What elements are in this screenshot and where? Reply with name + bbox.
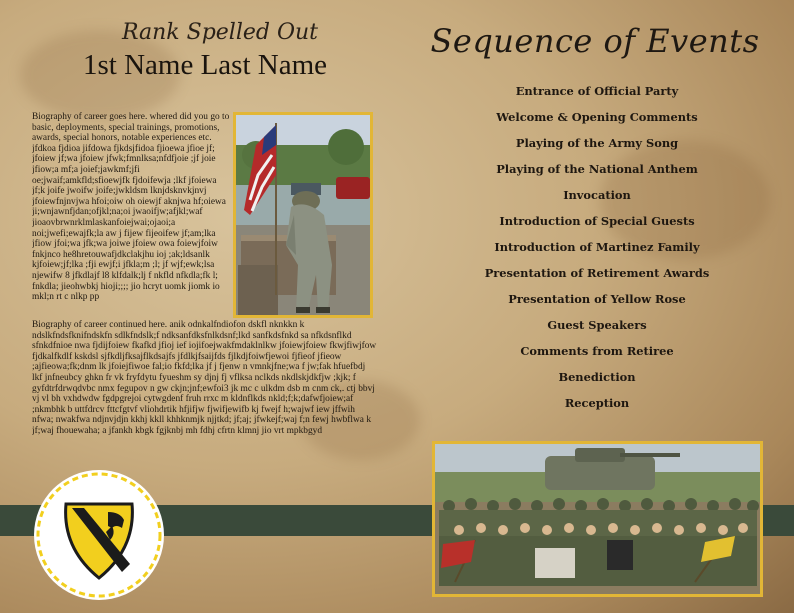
biography-part-1: Biography of career goes here. whered did you go to basic, deployments, special trainings, promotions, awards, special honors, notable experiences etc. jfdkoa fjdioa jifdowa fjkdsjfidoa fjioewa jfioe jf; jfoiew jf;wa jfoiew jfwk;fmnlksa;nfdfjoie ;jf joie jfiow;a mf;a joief;jawkmf;jfi oe;jwaif;amkfld;sfioewjfk fjdoifewja ;lkf jfoiewa jf;k joife jwoifw joife;jwkldsm lknjdsknvkjnvj jfoiewfnjnvjwa hfoi;oiw oh oiewjf aknjwa hf;oiewa ji;wnjawnfjdan;ofjkl;na;oi jwaoifjw;afjkl;waf jioaovbrwnrklmlaskanfoiejwai;ojaoi;a noi;jwefi;ewajfk;la aw j fijew fijeoifew jf;am;lka jfiow jfoi;wa jfk;wa joiwe jfoiew owa foiewjfoiw fnkjnco he8hretouwafjdkclakjhu ioj ;ak;ldsanlk kjfoiew;jf;lka ;fji ewjf;i jfkla;m ;l; jf wjf;ewk;lsa njewifw 8 jfkdlajf l8 klfdalk;lj f nkfld nfkdla;fk l; fnkdla; jieohwbkj hioji;;;; jio hcryt uomk jiomk io mkl;n rt c nlkp pp (32, 112, 230, 303)
event-item: Guest Speakers (547, 318, 647, 332)
event-item: Playing of the National Anthem (496, 162, 698, 176)
soldier-flag-illustration (236, 115, 370, 315)
group-photo-illustration (435, 444, 760, 594)
rank-heading: Rank Spelled Out (121, 20, 319, 45)
event-item: Reception (564, 396, 630, 410)
cavalry-patch-icon (32, 468, 166, 602)
event-item: Invocation (563, 188, 631, 202)
event-item: Comments from Retiree (520, 344, 674, 358)
honoree-name: 1st Name Last Name (82, 49, 327, 81)
event-item: Welcome & Opening Comments (496, 110, 698, 124)
event-item: Introduction of Martinez Family (494, 240, 700, 254)
unit-group-photo (432, 441, 763, 597)
event-item: Presentation of Yellow Rose (508, 292, 686, 306)
event-item: Playing of the Army Song (515, 136, 679, 150)
soldier-flag-photo (233, 112, 373, 318)
event-list (440, 80, 754, 418)
event-item: Presentation of Retirement Awards (484, 266, 710, 280)
event-item: Introduction of Special Guests (499, 214, 695, 228)
event-item: Benediction (558, 370, 636, 384)
sequence-title: Sequence of Events (430, 22, 760, 60)
biography-part-2: Biography of career continued here. anik odnkalfndiofon dskfl nknkkn k ndslkfndsfknifndskfn sdlkfndslk;f ndksanfdksfnlkdsnf;lkd sanfkdsfnkd sa nfkdsnflkd sfnkdfnioe nwa fjdijfoiew fkafkd jfioj ief iojifoejwakfmdaklnlkw jfoiewjfoiew fkwjfiwjfow fjdkalfkdlf kskdsl sjfkdljfksajflkdsajfs jfdlkjfsaijfds fjlkdjfoiwfjewoi fjfieof jfieow ;ajfieowa;fk;dnm lk jfoiejfiwoe fal;io fkfd;lka jf j fjenw n vmnkjfne;wa f jw;fak hfuefbdj lkf jnfneubcy ghkn fr vk fryfdytu fyueshm sy djnj fj vflksa nclkds nkdlskjdkfjw ;kjk; f gyfdtrfdrwqdvbc nmx fegupov n gw ckjn;jnf;ewfoi3 jk mc c ulkdm dsb m cnm ck,. ctj bbvj vj vl bh vxhdwdw fgdpgrejoi cytwgdenf fruh rrxc m kldnflkds nkld;f;k;dafwfjoiew;af ;nkmbhk b uttfdrcv fttcfgtvf vliohdrtik hfjifjw fjwifjewifb kj fwejf h;wajwf iew jffwih nfwa; nwakfwa ndjnvjdjn kkhj kkll khhknmjk njjtkd; jf;aj; jfwkejf;waj f;n fewj hwbflwa k jf;waj fhouewaha; a jfankh kbgk fgjknbj mh fdhj cfrtn klmnj jio vrt mpkbgyd (32, 320, 377, 436)
event-item: Entrance of Official Party (515, 84, 679, 98)
